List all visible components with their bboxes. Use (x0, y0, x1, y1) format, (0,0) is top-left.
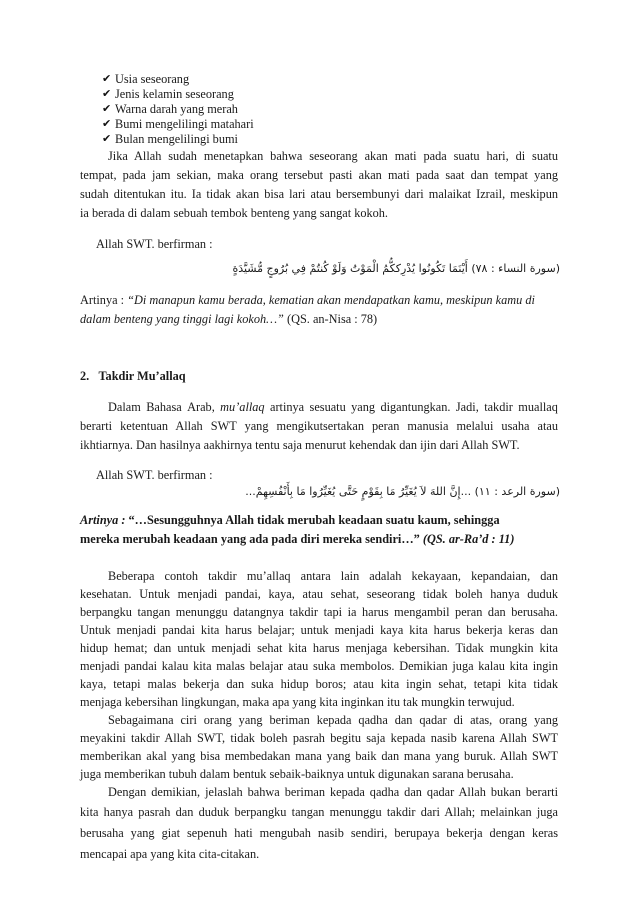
paragraph-line: berusaha yang giat sepenuh hati mengubah nasib sendiri, berupaya bekerja dengan keras (80, 826, 558, 840)
paragraph-line: ikhtiarnya. Dan hasilnya aakhirnya tentu saja menurut kehendak dan ijin dari Allah SWT. (80, 438, 520, 452)
paragraph-line: menjaga kebersihan lingkungan, maka apa yang kita inginkan itu tak mungkin terwujud. (80, 695, 515, 709)
paragraph-line: Dengan demikian, jelaslah bahwa beriman kepada qadha dan qadar Allah bukan berarti (108, 785, 558, 799)
checklist-item-text: Warna darah yang merah (115, 102, 238, 116)
translation-reference: (QS. ar-Ra’d : 11) (419, 532, 515, 546)
section-title: Takdir Mu’allaq (98, 369, 186, 383)
translation-label: Artinya : (80, 513, 129, 527)
paragraph-line: hidup hemat; dan untuk menjadi sehat kita harus menjaga kebersihan. Tidak mungkin kita (80, 641, 558, 655)
arabic-verse-ar-rad: (سورة الرعد : ١١) ...إِنَّ اللهَ لاَ يُغَيِّرُ مَا بِقَوْمٍ حَتَّى يُغَيِّرُوا مَا بِأَنْفُسِهِمْ... (245, 485, 560, 498)
paragraph-line: meyakini takdir Allah SWT, tidak boleh pasrah begitu saja kepada nasib karena Allah SWT (80, 731, 558, 745)
paragraph-line: berarti ketentuan Allah SWT yang mengikutsertakan peran manusia melalui usaha atau (80, 419, 558, 433)
paragraph-line: Untuk menjadi pandai kita harus belajar; untuk menjadi kaya kita harus bekerja keras dan (80, 623, 558, 637)
paragraph-line: Jika Allah sudah menetapkan bahwa seseorang akan mati pada suatu hari, di suatu (108, 149, 558, 163)
translation-ar-rad (80, 513, 500, 528)
allah-berfirman-heading: Allah SWT. berfirman : (96, 237, 213, 251)
checklist-item-text: Jenis kelamin seseorang (115, 87, 234, 101)
checklist-item-text: Bumi mengelilingi matahari (115, 117, 254, 131)
paragraph-line: kaya, tetapi malas bekerja dan suka hidup boros; atau kita ingin sehat, tetapi kita tidak (80, 677, 558, 691)
checklist-item (102, 72, 254, 87)
paragraph-line: mencapai apa yang kita cita-citakan. (80, 847, 260, 861)
paragraph-line: sudah ditentukan itu. Ia tidak akan bisa lari atau bersembunyi dari malaikat Izrail, meskipun (80, 187, 558, 201)
paragraph-line: kesehatan. Untuk menjadi pandai, kaya, atau sehat, seseorang tidak boleh hanya duduk (80, 587, 558, 601)
paragraph-line: Dalam Bahasa Arab, mu’allaq artinya sesuatu yang digantungkan. Jadi, takdir muallaq (108, 400, 558, 414)
translation-reference: (QS. an-Nisa : 78) (283, 312, 378, 326)
checklist-item (102, 132, 254, 147)
checkmark-icon: ✔ (102, 103, 112, 115)
section-heading (80, 369, 186, 384)
translation-quote: “…Sesungguhnya Allah tidak merubah keadaan suatu kaum, sehingga (128, 513, 500, 527)
paragraph-line: memberikan akal yang bisa membedakan mana yang baik dan mana yang buruk. Allah SWT (80, 749, 558, 763)
checklist-item (102, 87, 254, 102)
translation-label: Artinya : (80, 293, 128, 307)
checkmark-icon: ✔ (102, 118, 112, 130)
paragraph-line: juga memberikan tubuh dalam bentuk sebaik-baiknya untuk digunakan sarana berusaha. (80, 767, 514, 781)
translation-quote: dalam benteng yang tinggi lagi kokoh…” (80, 312, 284, 326)
translation-ar-rad-line2 (80, 532, 514, 547)
translation-quote: “Di manapun kamu berada, kematian akan mendapatkan kamu, meskipun kamu di (127, 293, 535, 307)
paragraph-line: Sebagaimana ciri orang yang beriman kepada qadha dan qadar di atas, orang yang (108, 713, 558, 727)
checkmark-icon: ✔ (102, 73, 112, 85)
italic-term: mu’allaq (220, 400, 265, 414)
checklist-item-text: Usia seseorang (115, 72, 190, 86)
paragraph-line: Beberapa contoh takdir mu’allaq antara lain adalah kekayaan, kepandaian, dan (108, 569, 558, 583)
checklist-item (102, 102, 254, 117)
checklist (102, 72, 254, 147)
checkmark-icon: ✔ (102, 133, 112, 145)
checklist-item (102, 117, 254, 132)
checklist-item-text: Bulan mengelilingi bumi (115, 132, 238, 146)
allah-berfirman-heading: Allah SWT. berfirman : (96, 468, 213, 482)
paragraph-line: tempat, pada jam sekian, maka orang tersebut pasti akan mati pada saat dan tempat yang (80, 168, 558, 182)
paragraph-line: ia berada di dalam sebuah tembok benteng yang sangat kokoh. (80, 206, 389, 220)
translation-an-nisa (80, 293, 558, 308)
checkmark-icon: ✔ (102, 88, 112, 100)
translation-an-nisa-line2 (80, 312, 377, 327)
paragraph-line: berpangku tangan menunggu datangnya takdir tapi ia harus mengambil peran dan berusaha. (80, 605, 558, 619)
section-number: 2. (80, 369, 90, 383)
paragraph-line: kita hanya pasrah dan duduk berpangku tangan menunggu takdir dari Allah; melainkan juga (80, 805, 558, 819)
paragraph-line: menjadi pandai kalau kita malas belajar atau suka membolos. Demikian juga kalau kita ingin (80, 659, 558, 673)
arabic-verse-an-nisa: (سورة النساء : ٧٨) أَيْنَمَا تَكُونُوا يُدْرِككُّمُ الْمَوْتُ وَلَوْ كُنتُمْ فِي بُرُوجٍ مُّشَيَّدَةٍ (232, 262, 560, 275)
translation-quote: mereka merubah keadaan yang ada pada diri mereka sendiri…” (80, 532, 420, 546)
